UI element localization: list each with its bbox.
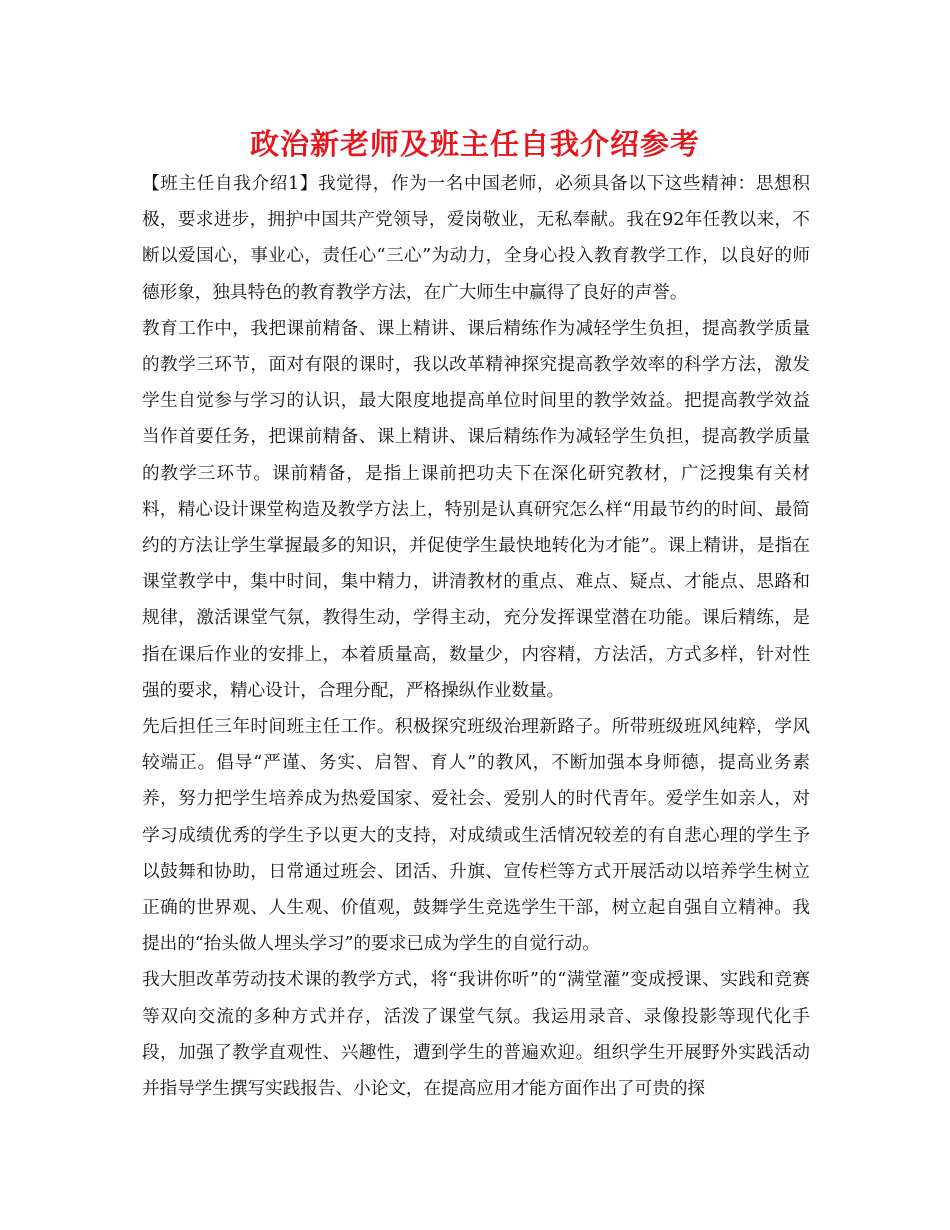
document-title: 政治新老师及班主任自我介绍参考: [249, 127, 700, 161]
paragraph-intro: 【班主任自我介绍1】我觉得，作为一名中国老师，必须具备以下这些精神：思想积极，要求进步，拥护中国共产党领导，爱岗敬业，无私奉献。我在92年任教以来，不断以爱国心，事业心，责任心“三心”为动力，全身心投入教育教学工作，以良好的师德形象，独具特色的教育教学方法，在广大师生中赢得了良好的声誉。: [142, 174, 810, 303]
paragraph-class-management: 先后担任三年时间班主任工作。积极探究班级治理新路子。所带班级班风纯粹，学风较端正。倡导“严谨、务实、启智、育人”的教风，不断加强本身师德，提高业务素养，努力把学生培养成为热爱国家、爱社会、爱别人的时代青年。爱学生如亲人，对学习成绩优秀的学生予以更大的支持，对成绩或生活情况较差的有自悲心理的学生予以鼓舞和协助，日常通过班会、团活、升旗、宣传栏等方式开展活动以培养学生树立正确的世界观、人生观、价值观，鼓舞学生竞选学生干部，树立起自强自立精神。我提出的“抬头做人埋头学习”的要求已成为学生的自觉行动。: [142, 717, 810, 955]
document-body: [142, 166, 810, 1107]
paragraph-reform: 我大胆改革劳动技术课的教学方式，将“我讲你听”的“满堂灌”变成授课、实践和竞赛等双向交流的多种方式并存，活泼了课堂气氛。我运用录音、录像投影等现代化手段，加强了教学直观性、兴趣性，遭到学生的普遍欢迎。组织学生开展野外实践活动并指导学生撰写实践报告、小论文，在提高应用才能方面作出了可贵的探: [142, 970, 810, 1100]
paragraph-teaching: 教育工作中，我把课前精备、课上精讲、课后精练作为减轻学生负担，提高教学质量的教学三环节，面对有限的课时，我以改革精神探究提高教学效率的科学方法，激发学生自觉参与学习的认识，最大限度地提高单位时间里的教学效益。把提高教学效益当作首要任务，把课前精备、课上精讲、课后精练作为减轻学生负担，提高教学质量的教学三环节。课前精备，是指上课前把功夫下在深化研究教材，广泛搜集有关材料，精心设计课堂构造及教学方法上，特别是认真研究怎么样“用最节约的时间、最简约的方法让学生掌握最多的知识，并促使学生最快地转化为才能”。课上精讲，是指在课堂教学中，集中时间，集中精力，讲清教材的重点、难点、疑点、才能点、思路和规律，激活课堂气氛，教得生动，学得主动，充分发挥课堂潜在功能。课后精练，是指在课后作业的安排上，本着质量高，数量少，内容精，方法活，方式多样，针对性强的要求，精心设计，合理分配，严格操纵作业数量。: [142, 318, 810, 701]
